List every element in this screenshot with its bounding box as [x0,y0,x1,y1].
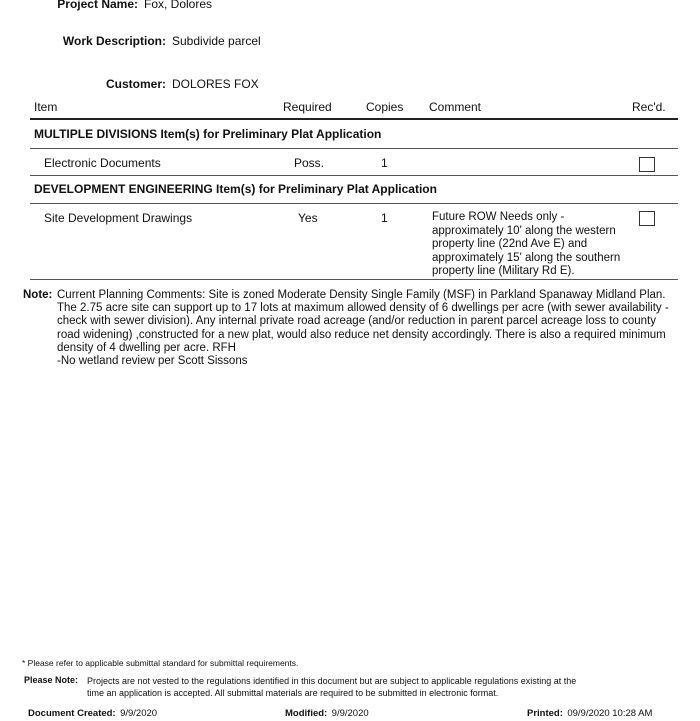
project-name-label: Project Name: [57,0,138,11]
note-line: The 2.75 acre site can support up to 17 lots at maximum allowed density of 6 dwellings per acre (with sewer availability - [57,302,669,315]
column-header-copies: Copies [366,100,404,114]
please-note-line: time an application is accepted. All submittal materials are required to be submitted in electronic format. [87,688,499,698]
customer-value: DOLORES FOX [172,77,259,91]
row-rule [30,175,678,176]
note-line: road widening) ,constructed for a new plat, would also reduce net density accordingly. There is also a required minimum [57,328,666,341]
section-rule [30,148,678,149]
document-created-label: Document Created: [28,708,116,719]
note-line: density of 4 dwelling per acre. RFH [57,341,236,354]
modified-value: 9/9/2020 [331,708,369,719]
project-name-value: Fox, Dolores [144,0,213,11]
printed [527,703,652,721]
section-title-development-engineering: DEVELOPMENT ENGINEERING Item(s) for Preliminary Plat Application [34,182,437,196]
please-note-line: Projects are not vested to the regulations identified in this document but are subject to applicable regulations existing at the [87,676,577,686]
row-required: Yes [298,211,318,225]
received-checkbox[interactable] [639,157,655,172]
comment-line: property line (22nd Ave E) and [432,238,588,250]
document-created-value: 9/9/2020 [120,708,158,719]
modified-label: Modified: [285,708,328,719]
printed-value: 09/9/2020 10:28 AM [567,708,653,719]
section-title-multiple-divisions: MULTIPLE DIVISIONS Item(s) for Preliminary Plat Application [34,127,382,141]
column-header-required: Required [283,100,332,114]
comment-line: approximately 15' along the southern [432,251,621,264]
submittal-standard-footnote: * Please refer to applicable submittal standard for submittal requirements. [22,658,299,668]
modified [285,703,369,721]
comment-line: property line (Military Rd E). [432,265,575,277]
please-note-label: Please Note: [24,675,79,685]
column-header-recd: Rec'd. [632,100,666,114]
note-line: Current Planning Comments: Site is zoned Moderate Density Single Family (MSF) in Parkland Spanaway Midland Plan. [57,289,666,301]
comment-line: Future ROW Needs only - [432,211,565,223]
comment-line: approximately 10' along the western [432,224,616,237]
note-label: Note: [23,289,53,301]
row-comment [432,211,632,279]
work-description-value: Subdivide parcel [172,34,261,48]
note-line: check with sewer division). Any internal private road acreage (and/or reduction in parent parcel acreage loss to county [57,315,656,328]
header-rule [30,118,678,120]
received-checkbox[interactable] [639,211,655,226]
printed-label: Printed: [527,708,563,719]
note-body [57,289,677,368]
row-item: Electronic Documents [44,156,161,170]
section-rule [30,203,678,204]
column-header-comment: Comment [429,100,482,114]
note-line: -No wetland review per Scott Sissons [57,355,248,368]
row-copies: 1 [381,211,388,225]
customer-label: Customer: [105,77,166,91]
work-description-label: Work Description: [62,34,166,48]
row-item: Site Development Drawings [44,211,193,225]
column-header-item: Item [34,100,58,114]
table-bottom-rule [30,279,678,280]
document-created [28,703,157,721]
row-required: Poss. [294,156,325,170]
please-note-text [87,675,677,699]
row-copies: 1 [381,156,388,170]
